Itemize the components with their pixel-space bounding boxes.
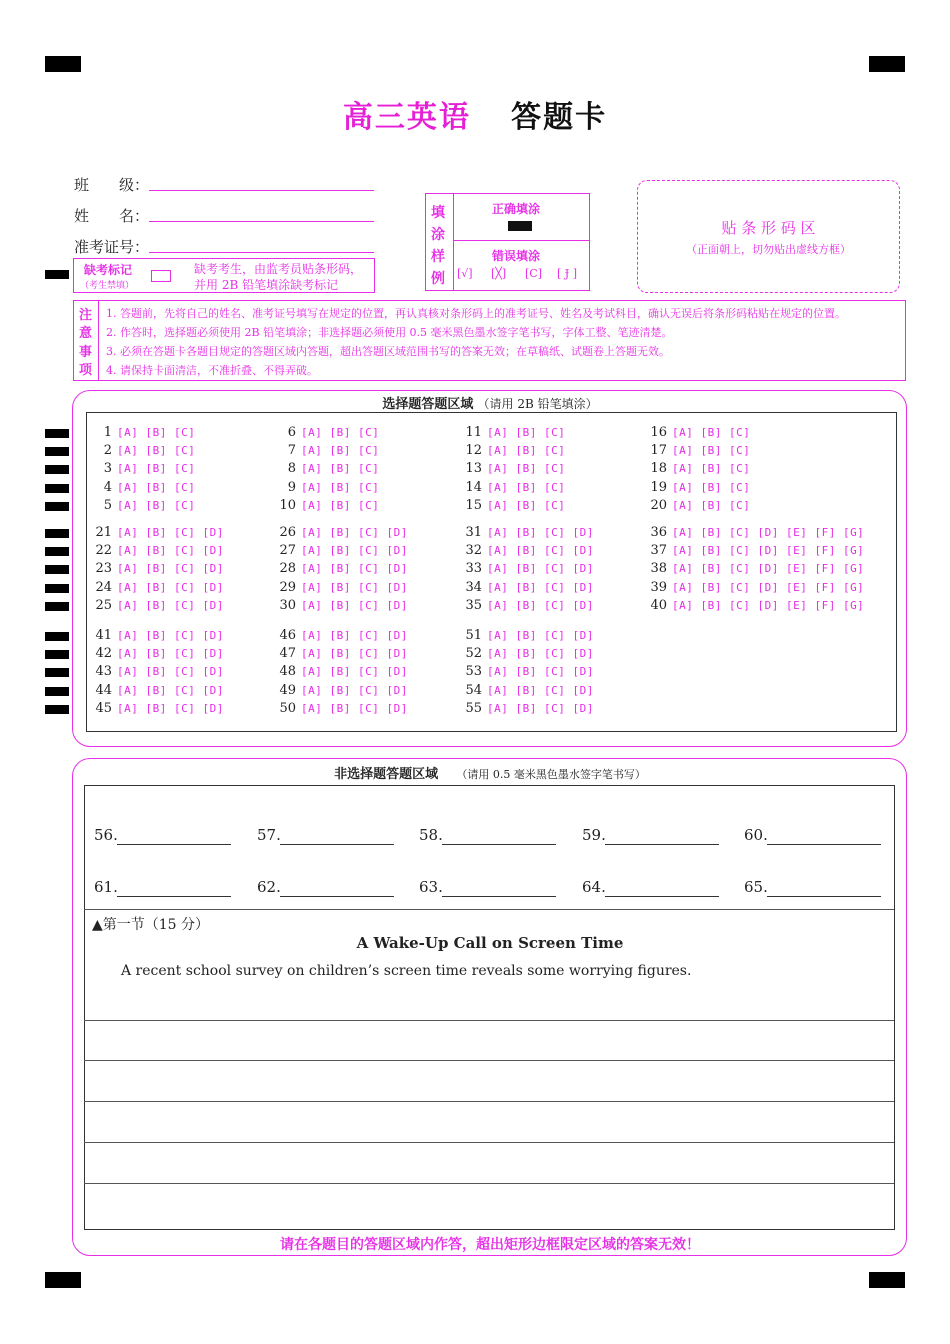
- timing-mark: [45, 547, 69, 556]
- notice-line-3: 3. 必须在答题卡各题目规定的答题区域内答题，超出答题区域范围书写的答案无效；在草稿纸、试题卷上答题无效。: [106, 345, 670, 358]
- question-number: 7: [287, 443, 296, 459]
- page-title-subject: 高三英语: [342, 100, 471, 135]
- timing-mark: [45, 529, 69, 538]
- answer-options[interactable]: [A] [B] [C] [D]: [301, 598, 408, 612]
- answer-options[interactable]: [A] [B] [C]: [301, 426, 380, 439]
- fill-example-side-2: 涂: [431, 227, 445, 243]
- answer-options[interactable]: [A] [B] [C] [D]: [487, 562, 594, 576]
- answer-options[interactable]: [A] [B] [C] [D]: [117, 701, 224, 715]
- question-number: 30: [279, 597, 296, 613]
- notice-line-4: 4. 请保持卡面清洁，不准折叠、不得弄破。: [106, 364, 318, 377]
- nonchoice-header-note: （请用 0.5 毫米黑色墨水签字笔书写）: [456, 768, 646, 781]
- answer-options[interactable]: [A] [B] [C] [D]: [301, 683, 408, 697]
- essay-opening-sentence: A recent school survey on children’s screen time reveals some worrying figures.: [121, 963, 692, 979]
- question-number: 49: [279, 682, 296, 698]
- question-number: 35: [465, 597, 482, 613]
- page-title-card: 答题卡: [511, 100, 608, 135]
- section-divider: [84, 909, 894, 910]
- answer-options[interactable]: [A] [B] [C] [D]: [117, 629, 224, 642]
- answer-options[interactable]: [A] [B] [C] [D]: [117, 562, 224, 576]
- blank-answer-line[interactable]: [280, 896, 394, 897]
- fill-example-box: [425, 193, 590, 291]
- class-label: 班 级：: [74, 176, 150, 194]
- notice-side-4: 项: [79, 363, 93, 378]
- timing-mark: [45, 705, 69, 714]
- answer-options[interactable]: [A] [B] [C] [D]: [487, 580, 594, 594]
- class-field[interactable]: [149, 190, 374, 191]
- blank-label: 64.: [582, 878, 606, 896]
- answer-options[interactable]: [A] [B] [C]: [301, 462, 380, 476]
- question-number: 44: [95, 682, 112, 698]
- answer-options[interactable]: [A] [B] [C] [D]: [301, 629, 408, 642]
- blank-answer-line[interactable]: [117, 896, 231, 897]
- question-number: 16: [650, 425, 667, 440]
- answer-options[interactable]: [A] [B] [C] [D]: [301, 562, 408, 576]
- answer-options[interactable]: [A] [B] [C]: [487, 462, 566, 476]
- question-number: 50: [279, 700, 296, 716]
- alignment-mark-bottom-left: [45, 1272, 81, 1288]
- question-number: 12: [465, 443, 482, 459]
- question-number: 17: [650, 443, 667, 459]
- answer-options[interactable]: [A] [B] [C] [D]: [301, 647, 408, 661]
- answer-options[interactable]: [A] [B] [C]: [487, 426, 566, 439]
- question-number: 24: [95, 579, 112, 595]
- answer-options[interactable]: [A] [B] [C] [D]: [117, 580, 224, 594]
- absent-box: [73, 258, 375, 293]
- answer-options[interactable]: [A] [B] [C] [D]: [117, 526, 224, 539]
- barcode-title: 贴 条 形 码 区: [721, 219, 816, 237]
- question-number: 21: [95, 525, 112, 540]
- question-number: 41: [95, 628, 112, 643]
- question-number: 10: [279, 497, 296, 513]
- choice-header-title: 选择题答题区域: [382, 397, 474, 412]
- answer-options[interactable]: [A] [B] [C] [D]: [117, 683, 224, 697]
- question-number: 22: [95, 543, 112, 559]
- notice-line-1: 1. 答题前，先将自己的姓名、准考证号填写在规定的位置，再认真核对条形码上的准考证号、姓名及考试科目，确认无误后将条形码粘贴在规定的位置。: [106, 307, 846, 320]
- choice-header-note: （请用 2B 铅笔填涂）: [477, 397, 598, 411]
- question-number: 13: [465, 461, 482, 477]
- blank-label: 63.: [419, 878, 443, 896]
- nonchoice-header-title: 非选择题答题区域: [334, 767, 439, 782]
- timing-mark: [45, 429, 69, 438]
- timing-mark: [45, 687, 69, 696]
- notice-side-2: 意: [79, 326, 93, 341]
- question-number: 54: [465, 682, 482, 698]
- answer-options[interactable]: [A] [B] [C] [D]: [487, 598, 594, 612]
- fill-example-side-4: 例: [431, 271, 445, 287]
- blank-answer-line[interactable]: [442, 896, 556, 897]
- notice-side-3: 事: [79, 345, 93, 360]
- blank-label: 61.: [94, 878, 118, 896]
- blank-label: 58.: [419, 826, 443, 844]
- wrong-fill-label: 错误填涂: [492, 249, 541, 263]
- barcode-area: [637, 180, 900, 293]
- essay-title: A Wake-Up Call on Screen Time: [356, 934, 624, 952]
- wrong-fill-mark-3: [C]: [525, 267, 542, 280]
- question-number: 5: [103, 497, 112, 513]
- notice-line-2: 2. 作答时，选择题必须使用 2B 铅笔填涂；非选择题必须使用 0.5 毫米黑色墨水签字笔书写，字体工整、笔迹清楚。: [106, 326, 673, 339]
- answer-options[interactable]: [A] [B] [C] [D] [E] [F] [G]: [672, 526, 865, 539]
- footer-warning: 请在各题目的答题区域内作答，超出矩形边框限定区域的答案无效！: [280, 1237, 700, 1253]
- blank-answer-line[interactable]: [605, 844, 719, 845]
- timing-mark: [45, 484, 69, 493]
- question-number: 37: [650, 543, 667, 559]
- name-label: 姓 名：: [74, 207, 150, 225]
- answer-options[interactable]: [A] [B] [C] [D]: [487, 544, 594, 558]
- answer-options[interactable]: [A] [B] [C]: [301, 444, 380, 458]
- question-number: 43: [95, 664, 112, 680]
- question-number: 3: [103, 461, 112, 477]
- wrong-fill-mark-2: [╳]: [491, 267, 507, 280]
- question-number: 28: [279, 561, 296, 577]
- answer-options[interactable]: [A] [B] [C] [D]: [117, 647, 224, 661]
- blank-label: 65.: [744, 878, 768, 896]
- question-number: 11: [465, 425, 482, 440]
- question-number: 9: [287, 479, 296, 495]
- question-number: 38: [650, 561, 667, 577]
- question-number: 34: [465, 579, 482, 595]
- blank-label: 62.: [257, 878, 281, 896]
- question-number: 14: [465, 479, 482, 495]
- absent-sublabel: （考生禁填）: [80, 281, 135, 291]
- answer-options[interactable]: [A] [B] [C]: [672, 462, 751, 476]
- question-number: 47: [279, 646, 296, 662]
- answer-options[interactable]: [A] [B] [C] [D] [E] [F] [G]: [672, 562, 865, 576]
- question-number: 29: [279, 579, 296, 595]
- alignment-mark-top-left: [45, 56, 81, 72]
- question-number: 40: [650, 597, 667, 613]
- question-number: 45: [95, 700, 112, 716]
- question-number: 15: [465, 497, 482, 513]
- barcode-subtitle: （正面朝上，切勿贴出虚线方框）: [686, 243, 851, 256]
- timing-mark: [45, 447, 69, 456]
- timing-mark: [45, 602, 69, 611]
- question-number: 36: [650, 525, 667, 540]
- question-number: 33: [465, 561, 482, 577]
- blank-label: 59.: [582, 826, 606, 844]
- question-number: 6: [287, 425, 296, 440]
- answer-options[interactable]: [A] [B] [C] [D] [E] [F] [G]: [672, 598, 865, 612]
- question-number: 46: [279, 628, 296, 643]
- blank-answer-line[interactable]: [280, 844, 394, 845]
- question-number: 42: [95, 646, 112, 662]
- nonchoice-frame: [84, 785, 895, 1230]
- question-number: 39: [650, 579, 667, 595]
- question-number: 8: [287, 461, 296, 477]
- wrong-fill-mark-1: [√]: [457, 267, 473, 280]
- answer-options[interactable]: [A] [B] [C] [D]: [487, 629, 594, 642]
- absent-instruction-2: 并用 2B 铅笔填涂缺考标记: [194, 278, 339, 292]
- answer-options[interactable]: [A] [B] [C]: [487, 480, 566, 494]
- alignment-mark-top-right: [869, 56, 905, 72]
- correct-fill-label: 正确填涂: [492, 202, 541, 216]
- answer-options[interactable]: [A] [B] [C]: [672, 444, 751, 458]
- answer-options[interactable]: [A] [B] [C]: [672, 498, 751, 512]
- answer-options[interactable]: [A] [B] [C] [D] [E] [F] [G]: [672, 544, 865, 558]
- timing-mark: [45, 565, 69, 574]
- blank-answer-line[interactable]: [767, 844, 881, 845]
- answer-options[interactable]: [A] [B] [C] [D]: [301, 665, 408, 679]
- answer-options[interactable]: [A] [B] [C]: [301, 480, 380, 494]
- choice-section-header: [0, 393, 950, 412]
- blank-answer-line[interactable]: [605, 896, 719, 897]
- exam-number-label: 准考证号：: [74, 238, 150, 256]
- answer-options[interactable]: [A] [B] [C] [D]: [487, 701, 594, 715]
- question-number: 52: [465, 646, 482, 662]
- answer-options[interactable]: [A] [B] [C]: [117, 426, 196, 439]
- timing-mark: [45, 650, 69, 659]
- answer-options[interactable]: [A] [B] [C] [D]: [301, 701, 408, 715]
- correct-fill-mark: [508, 221, 532, 231]
- notice-box: [73, 300, 906, 381]
- page-title: [0, 92, 950, 136]
- fill-example-side-1: 填: [431, 205, 445, 221]
- blank-label: 57.: [257, 826, 281, 844]
- blank-answer-line[interactable]: [117, 844, 231, 845]
- answer-options[interactable]: [A] [B] [C] [D]: [301, 526, 408, 539]
- blank-answer-line[interactable]: [442, 844, 556, 845]
- answer-options[interactable]: [A] [B] [C]: [672, 480, 751, 494]
- question-number: 20: [650, 497, 667, 513]
- question-number: 55: [465, 700, 482, 716]
- blank-answer-line[interactable]: [767, 896, 881, 897]
- question-number: 25: [95, 597, 112, 613]
- answer-options[interactable]: [A] [B] [C]: [487, 444, 566, 458]
- question-number: 2: [103, 443, 112, 459]
- writing-line[interactable]: [84, 1020, 894, 1021]
- writing-line[interactable]: [84, 1183, 894, 1184]
- question-number: 53: [465, 664, 482, 680]
- answer-options[interactable]: [A] [B] [C]: [672, 426, 751, 439]
- answer-options[interactable]: [A] [B] [C]: [301, 498, 380, 512]
- timing-mark: [45, 465, 69, 474]
- wrong-fill-mark-4: [ Ɉ ]: [557, 267, 577, 280]
- answer-options[interactable]: [A] [B] [C] [D]: [487, 665, 594, 679]
- question-number: 31: [465, 525, 482, 540]
- blank-label: 56.: [94, 826, 118, 844]
- question-number: 1: [103, 425, 112, 440]
- answer-options[interactable]: [A] [B] [C] [D]: [487, 526, 594, 539]
- answer-options[interactable]: [A] [B] [C] [D]: [487, 683, 594, 697]
- question-number: 26: [279, 525, 296, 540]
- writing-line[interactable]: [84, 1101, 894, 1102]
- writing-line[interactable]: [84, 1142, 894, 1143]
- answer-options[interactable]: [A] [B] [C]: [117, 444, 196, 458]
- writing-line[interactable]: [84, 1060, 894, 1061]
- exam-number-field[interactable]: [149, 252, 374, 253]
- answer-options[interactable]: [A] [B] [C]: [487, 498, 566, 512]
- nonchoice-section-header: [0, 763, 950, 782]
- alignment-mark-absent: [45, 270, 69, 279]
- timing-mark: [45, 584, 69, 593]
- answer-options[interactable]: [A] [B] [C] [D]: [301, 580, 408, 594]
- question-number: 48: [279, 664, 296, 680]
- timing-mark: [45, 668, 69, 677]
- fill-example-side-3: 样: [431, 249, 445, 265]
- question-number: 19: [650, 479, 667, 495]
- alignment-mark-bottom-right: [869, 1272, 905, 1288]
- blank-label: 60.: [744, 826, 768, 844]
- answer-options[interactable]: [A] [B] [C] [D]: [117, 665, 224, 679]
- absent-label: 缺考标记: [84, 263, 133, 277]
- question-number: 32: [465, 543, 482, 559]
- answer-options[interactable]: [A] [B] [C] [D]: [117, 544, 224, 558]
- answer-options[interactable]: [A] [B] [C] [D]: [117, 598, 224, 612]
- answer-options[interactable]: [A] [B] [C] [D]: [487, 647, 594, 661]
- name-field[interactable]: [149, 221, 374, 222]
- answer-options[interactable]: [A] [B] [C] [D] [E] [F] [G]: [672, 580, 865, 594]
- answer-options[interactable]: [A] [B] [C]: [117, 498, 196, 512]
- question-number: 4: [103, 479, 112, 495]
- notice-side-1: 注: [79, 308, 93, 323]
- answer-options[interactable]: [A] [B] [C]: [117, 480, 196, 494]
- timing-mark: [45, 632, 69, 641]
- answer-options[interactable]: [A] [B] [C] [D]: [301, 544, 408, 558]
- timing-mark: [45, 502, 69, 511]
- question-number: 23: [95, 561, 112, 577]
- question-number: 18: [650, 461, 667, 477]
- question-number: 51: [465, 628, 482, 643]
- absent-instruction-1: 缺考考生，由监考员贴条形码，: [194, 262, 363, 276]
- absent-checkbox[interactable]: [151, 270, 171, 282]
- question-number: 27: [279, 543, 296, 559]
- section-label: ▲第一节（15 分）: [92, 917, 210, 933]
- answer-options[interactable]: [A] [B] [C]: [117, 462, 196, 476]
